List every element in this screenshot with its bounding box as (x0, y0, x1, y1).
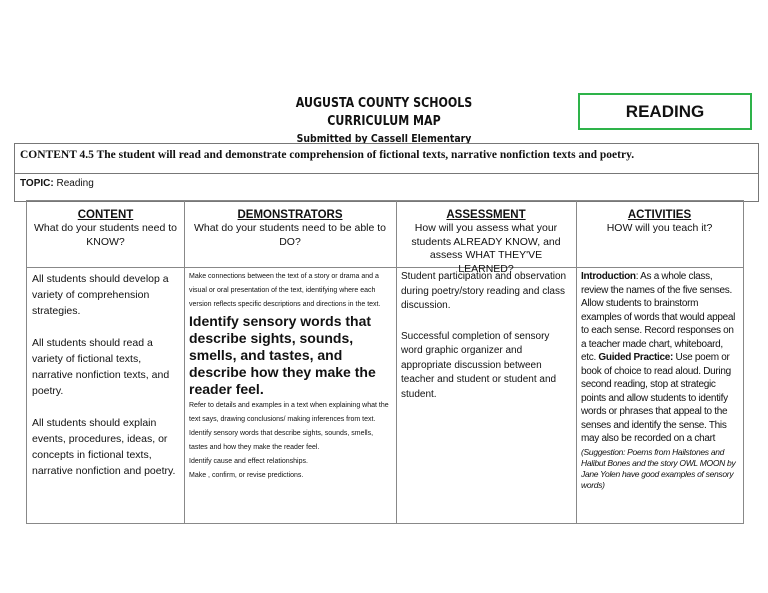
column-header-activities: ACTIVITIES HOW will you teach it? (606, 209, 713, 234)
column-header-assessment: ASSESSMENT How will you assess what your students ALREADY KNOW, and assess WHAT THEY'VE LEARNED? (411, 209, 561, 275)
subject-badge: READING (578, 93, 752, 130)
assessment-item: Successful completion of sensory word graphic organizer and appropriate discussion between teacher and student or student and student. (401, 330, 557, 400)
topic (20, 178, 94, 189)
demonstrators-cell (184, 270, 396, 483)
guided-practice-text: Use poem or book of choice to read aloud. During second reading, stop at strategic points and allow students to identify words or phrases that appeal to the senses and identify the sense. This may also be recorded on a chart (581, 352, 731, 444)
column-header-demonstrators: DEMONSTRATORS What do your students need to be able to DO? (193, 209, 387, 248)
district-title: AUGUSTA COUNTY SCHOOLS (295, 96, 473, 111)
content-standard: CONTENT 4.5 The student will read and demonstrate comprehension of fictional texts, narrative nonfiction texts and poetry. (20, 149, 635, 161)
demonstrator-item: Make , confirm, or revise predictions. (189, 472, 304, 479)
introduction-label: Introduction (581, 271, 636, 282)
content-item: All students should explain events, procedures, ideas, or concepts in fictional texts, narrative nonfiction and poetry. (32, 417, 176, 477)
submitted-by: Submitted by Cassell Elementary (296, 132, 472, 145)
introduction-text: : As a whole class, review the names of the five senses. Allow students to brainstorm examples of words that would appeal to each sense. Record responses on a teacher made chart, whiteboard, etc. (581, 271, 736, 363)
divider (15, 173, 758, 174)
demonstrator-item: Make connections between the text of a story or drama and a visual or oral presentation of the text, identifying where each version reflects specific descriptions and directions in the text. (189, 273, 381, 308)
guided-practice-label: Guided Practice: (598, 352, 674, 363)
assessment-item: Student participation and observation during poetry/story reading and class discussion. (401, 271, 567, 311)
topic-label: TOPIC: (20, 178, 54, 189)
demonstrator-highlight: Identify sensory words that describe sights, sounds, smells, and tastes, and describe how they make the reader feel. (189, 313, 376, 397)
demonstrator-item: Identify cause and effect relationships. (189, 458, 308, 465)
content-item: All students should develop a variety of comprehension strategies. (32, 273, 169, 317)
document-title: CURRICULUM MAP (327, 114, 441, 129)
content-item: All students should read a variety of fictional texts, narrative nonfiction texts, and poetry. (32, 337, 170, 397)
topic-value: Reading (56, 178, 94, 189)
assessment-cell (396, 270, 576, 418)
standard-box (14, 143, 759, 202)
suggestion-note: (Suggestion: Poems from Hailstones and Halibut Bones and the story OWL MOON by Jane Yolen have good examples of sensory words) (581, 446, 736, 490)
demonstrator-item: Refer to details and examples in a text when explaining what the text says, drawing conclusions/ making inferences from text. (189, 402, 389, 423)
demonstrator-item: Identify sensory words that describe sights, sounds, smells, tastes and how they make the reader feel. (189, 430, 374, 451)
activities-cell (576, 270, 743, 491)
content-cell (27, 271, 184, 495)
divider (27, 267, 743, 268)
column-header-content: CONTENT What do your students need to KNOW? (33, 209, 177, 248)
curriculum-table (26, 200, 744, 524)
